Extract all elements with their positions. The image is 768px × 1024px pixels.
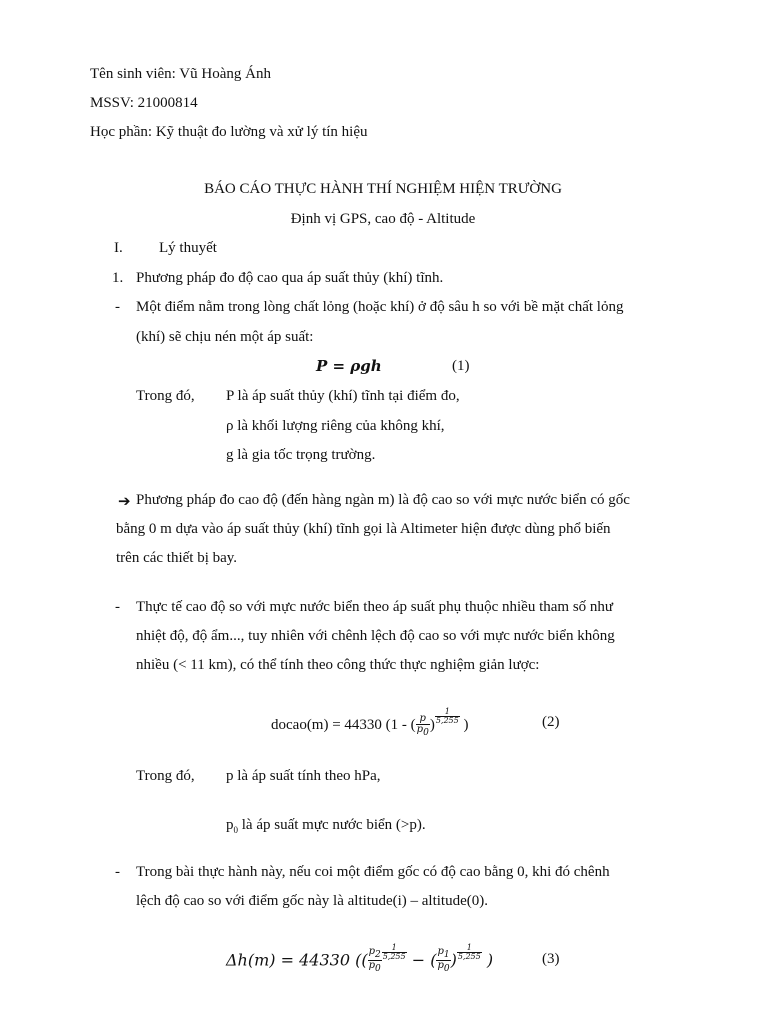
bullet-line: nhiệt độ, độ ẩm..., tuy nhiên với chênh lệch độ cao so với mực nước biển không bbox=[136, 628, 615, 644]
where-line: g là gia tốc trọng trường. bbox=[226, 447, 376, 463]
close-paren: ) bbox=[463, 717, 469, 733]
close-paren: ) bbox=[486, 950, 494, 970]
note-line: trên các thiết bị bay. bbox=[116, 550, 238, 566]
formula-lhs: docao(m) = 44330 (1 - ( bbox=[271, 717, 416, 733]
formula-label: (2) bbox=[542, 714, 560, 730]
bullet-line: nhiều (< 11 km), có thể tính theo công thức thực nghiệm giản lược: bbox=[136, 657, 540, 673]
where-intro: Trong đó, bbox=[136, 768, 195, 784]
student-id: MSSV: 21000814 bbox=[90, 95, 198, 111]
exponent: $\frac{1}{5,255}$ bbox=[382, 943, 406, 961]
close-paren: ) bbox=[450, 950, 457, 970]
where-intro: Trong đó, bbox=[136, 388, 195, 404]
formula-label: (1) bbox=[452, 358, 470, 374]
bullet-dash: - bbox=[115, 599, 120, 615]
bullet-dash: - bbox=[115, 864, 120, 880]
formula-pressure: P = ρgh bbox=[316, 357, 382, 375]
course-name: Học phần: Kỹ thuật đo lường và xử lý tín hiệu bbox=[90, 124, 368, 140]
item-number: 1. bbox=[112, 270, 124, 286]
where-line: $p_0$ là áp suất mực nước biển (>p). bbox=[226, 817, 426, 835]
exponent: $\frac{1}{5,255}$ bbox=[435, 707, 459, 725]
formula-lhs: Δh(m) = 44330 (( bbox=[226, 950, 368, 970]
report-title: BÁO CÁO THỰC HÀNH THÍ NGHIỆM HIỆN TRƯỜNG bbox=[204, 181, 562, 197]
formula-label: (3) bbox=[542, 951, 560, 967]
minus-sign: − ( bbox=[406, 950, 437, 970]
formula-delta-height bbox=[226, 944, 493, 975]
exponent: $\frac{1}{5,255}$ bbox=[457, 943, 481, 961]
bullet-line: lệch độ cao so với điểm gốc này là altitude(i) – altitude(0). bbox=[136, 893, 488, 909]
bullet-line: Thực tế cao độ so với mực nước biển theo áp suất phụ thuộc nhiều tham số như bbox=[136, 599, 614, 615]
bullet-line: (khí) sẽ chịu nén một áp suất: bbox=[136, 329, 314, 345]
arrow-icon: ➔ bbox=[118, 494, 131, 510]
fraction: $\frac{p_1}{p_0}$ bbox=[437, 946, 450, 975]
formula-altitude bbox=[271, 708, 468, 740]
fraction: $\frac{p_2}{p_0}$ bbox=[368, 946, 381, 975]
close-paren: ) bbox=[429, 717, 435, 733]
bullet-dash: - bbox=[115, 299, 120, 315]
note-line: bằng 0 m dựa vào áp suất thủy (khí) tĩnh gọi là Altimeter hiện được dùng phổ biến bbox=[116, 521, 611, 537]
where-line: p là áp suất tính theo hPa, bbox=[226, 768, 381, 784]
report-subtitle: Định vị GPS, cao độ - Altitude bbox=[290, 211, 476, 227]
section-heading: Lý thuyết bbox=[159, 240, 217, 256]
section-number: I. bbox=[114, 240, 123, 256]
note-line: Phương pháp đo cao độ (đến hàng ngàn m) là độ cao so với mực nước biển có gốc bbox=[136, 492, 630, 508]
fraction: $\frac{p}{p_0}$ bbox=[416, 712, 429, 738]
item-text: Phương pháp đo độ cao qua áp suất thủy (khí) tĩnh. bbox=[136, 270, 444, 286]
student-name: Tên sinh viên: Vũ Hoàng Ánh bbox=[90, 66, 271, 82]
bullet-line: Trong bài thực hành này, nếu coi một điểm gốc có độ cao bằng 0, khi đó chênh bbox=[136, 864, 610, 880]
where-line: P là áp suất thủy (khí) tĩnh tại điểm đo, bbox=[226, 388, 460, 404]
bullet-line: Một điểm nằm trong lòng chất lỏng (hoặc khí) ở độ sâu h so với bề mặt chất lỏng bbox=[136, 299, 624, 315]
where-line: ρ là khối lượng riêng của không khí, bbox=[226, 418, 445, 434]
